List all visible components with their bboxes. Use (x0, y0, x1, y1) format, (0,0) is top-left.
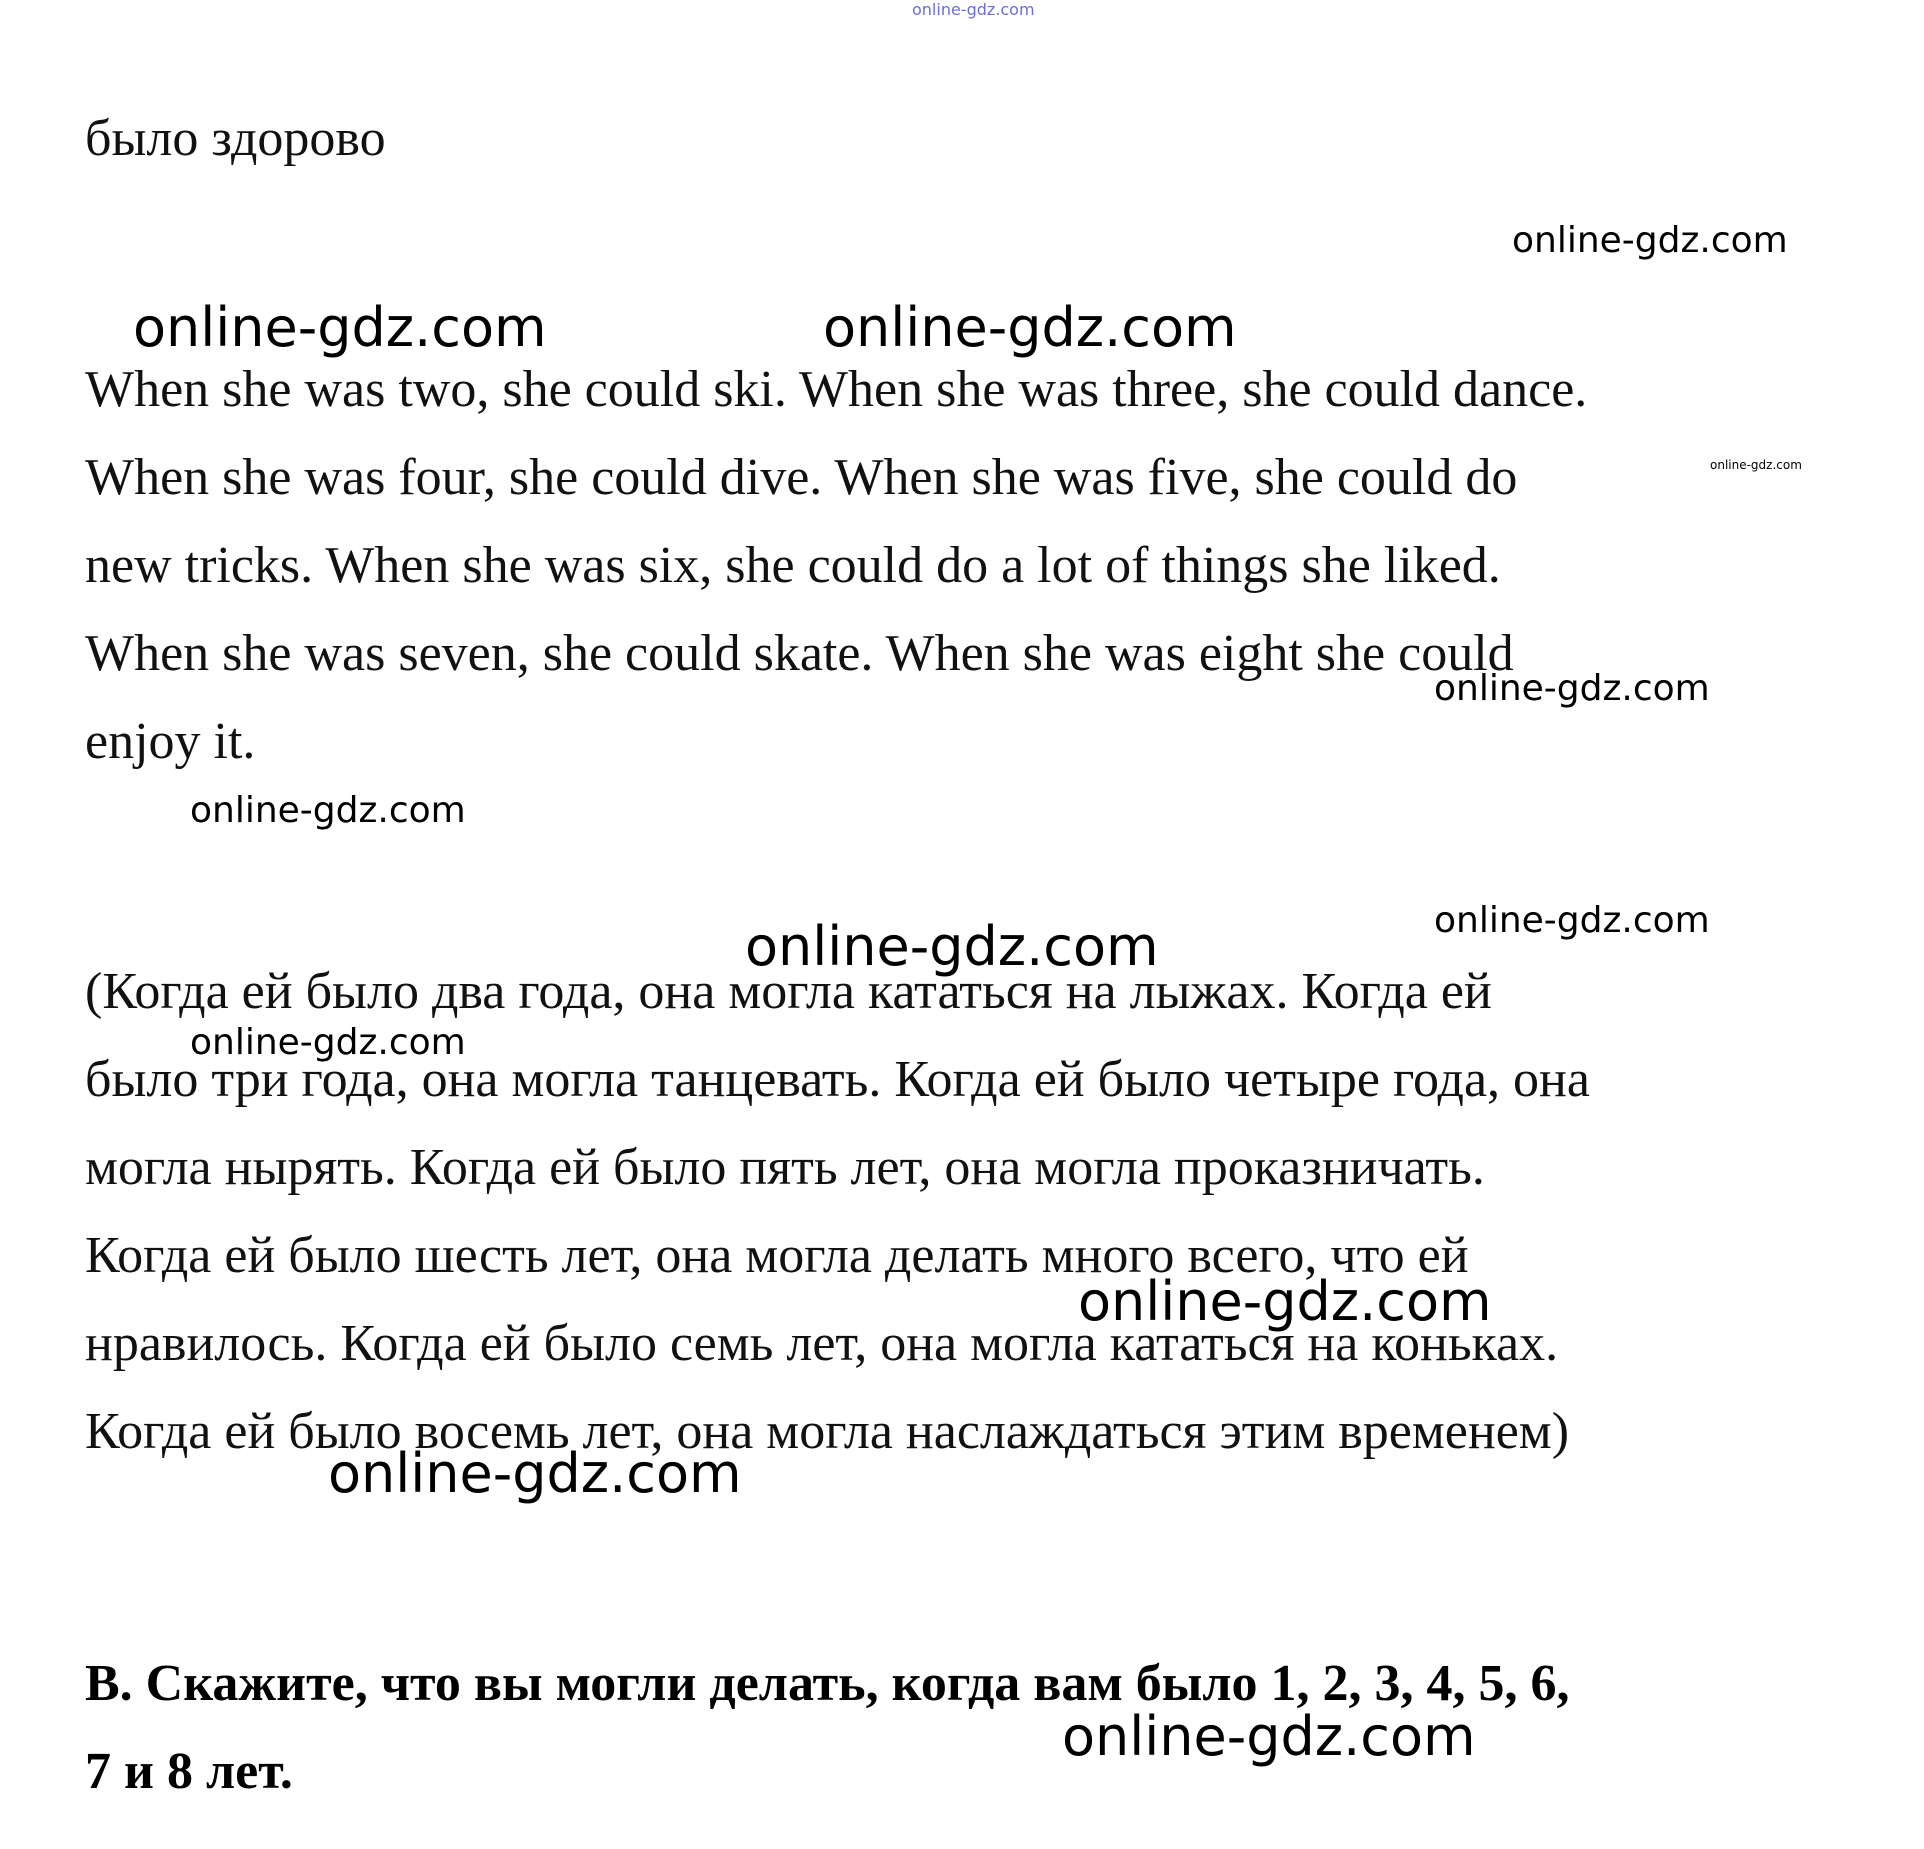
watermark: online-gdz.com (1512, 220, 1788, 261)
watermark: online-gdz.com (190, 1022, 466, 1063)
watermark: online-gdz.com (1078, 1270, 1492, 1333)
russian-line: (Когда ей было два года, она могла кататься на лыжах. Когда ей (85, 963, 1492, 1020)
watermark: online-gdz.com (133, 296, 547, 359)
english-line: When she was seven, she could skate. When she was eight she could (85, 625, 1514, 682)
task-b-heading (85, 1640, 1825, 1816)
russian-line: было три года, она могла танцевать. Когда ей было четыре года, она (85, 1051, 1590, 1108)
english-line: When she was four, she could dive. When she was five, she could do (85, 449, 1518, 506)
english-line: When she was two, she could ski. When she was three, she could dance. (85, 361, 1588, 418)
watermark: online-gdz.com (328, 1442, 742, 1505)
intro-line: было здорово (85, 110, 386, 167)
watermark: online-gdz.com (823, 296, 1237, 359)
watermark: online-gdz.com (745, 915, 1159, 978)
watermark: online-gdz.com (1062, 1705, 1476, 1768)
watermark: online-gdz.com (1434, 900, 1710, 941)
english-paragraph (85, 346, 1825, 786)
task-b-line: B. Скажите, что вы могли делать, когда вам было 1, 2, 3, 4, 5, 6, (85, 1655, 1570, 1712)
intro-text (85, 95, 1825, 183)
english-line: new tricks. When she was six, she could do a lot of things she liked. (85, 537, 1501, 594)
english-line: enjoy it. (85, 713, 256, 770)
russian-line: нравилось. Когда ей было семь лет, она могла кататься на коньках. (85, 1315, 1559, 1372)
task-b-line: 7 и 8 лет. (85, 1743, 293, 1800)
russian-line: Когда ей было восемь лет, она могла наслаждаться этим временем) (85, 1403, 1570, 1460)
watermark: online-gdz.com (1710, 458, 1802, 472)
russian-line: Когда ей было шесть лет, она могла делать много всего, что ей (85, 1227, 1469, 1284)
watermark: online-gdz.com (190, 790, 466, 831)
watermark: online-gdz.com (1434, 668, 1710, 709)
russian-line: могла нырять. Когда ей было пять лет, она могла проказничать. (85, 1139, 1485, 1196)
watermark-top: online-gdz.com (912, 0, 1035, 19)
